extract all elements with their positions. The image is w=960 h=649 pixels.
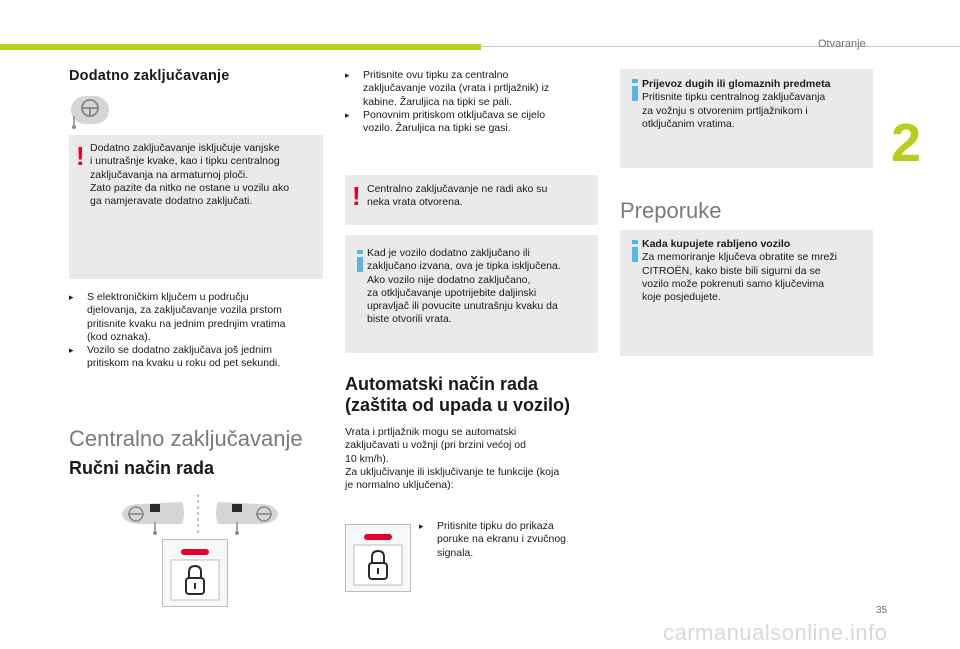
lock-button-icon	[346, 525, 410, 591]
bullet-item: ▸ Pritisnite tipku do prikaza poruke na ekranu i zvučnog signala.	[419, 520, 566, 559]
warning-box-dodatno	[69, 135, 323, 279]
heading-rucni: Ručni način rada	[69, 458, 215, 478]
header-rule	[481, 46, 960, 47]
bullet-mark: ▸	[345, 70, 350, 80]
info-icon	[627, 240, 643, 262]
auto-text: Vrata i prtljažnik mogu se automatski zaključavati u vožnji (pri brzini većoj od 10 km/h). Za uključivanje ili isključivanje te funkcije (koja je normalno uključena):	[345, 426, 560, 492]
bullet-mark: ▸	[69, 345, 74, 356]
info-icon	[627, 79, 643, 101]
central-lock-button-auto	[345, 524, 411, 592]
info-text-central: Kad je vozilo dodatno zaključano ili zaključano izvana, ova je tipka isključena. Ako vozilo nije dodatno zaključano, za otključavanje upotrijebite daljinski upravljač ili povucite unutrašnju kvaku da biste otvorili vrata.	[367, 247, 561, 326]
bullet-mark: ▸	[419, 521, 424, 531]
section-title: Otvaranje	[818, 38, 866, 50]
steering-wheel-icon	[69, 96, 111, 130]
info-box-rabljeno	[620, 230, 873, 356]
chapter-number: 2	[891, 113, 922, 173]
info-box-central	[345, 235, 598, 353]
bullet-list-dodatno	[69, 291, 323, 371]
central-lock-button	[162, 539, 228, 607]
bullet-item: ▸ Pritisnite ovu tipku za centralno zaključavanje vozila (vrata i prtljažnik) iz kabine. Žaruljica na tipki se pali.	[345, 69, 550, 108]
lock-button-icon	[163, 540, 227, 606]
warning-icon: !	[76, 141, 85, 171]
bullet-list-central	[345, 69, 598, 135]
bullet-item: ▸ Ponovnim pritiskom otključava se cijelo vozilo. Žaruljica na tipki se gasi.	[345, 108, 546, 135]
heading-preporuke: Preporuke	[620, 198, 722, 223]
bullet-mark: ▸	[69, 292, 74, 302]
warning-text-dodatno: Dodatno zaključavanje isključuje vanjske i unutrašnje kvake, kao i tipku centralnog zaključavanja na armaturnoj ploči. Zato pazite da nitko ne ostane u vozilu ako ga namjeravate dodatno zaključati.	[90, 142, 290, 208]
info-text-rabljeno: Kada kupujete rabljeno vozilo Za memoriranje ključeva obratite se mreži CITROËN, kako biste bili sigurni da se vozilo može pokrenuti samo ključevima koje posjedujete.	[642, 238, 837, 304]
bullet-item: ▸ Vozilo se dodatno zaključava još jednim pritiskom na kvaku u roku od pet sekundi.	[69, 344, 281, 370]
door-handle-icon	[120, 492, 280, 536]
watermark-text: carmanualsonline.info	[663, 620, 888, 645]
info-text-prijevoz: Prijevoz dugih ili glomaznih predmeta Pritisnite tipku centralnog zaključavanja za vožnju s otvorenim prtljažnikom i otključanim vratima.	[642, 78, 831, 130]
header-accent-bar	[0, 44, 481, 50]
bullet-item: ▸ S elektroničkim ključem u području djelovanja, za zaključavanje vozila prstom pritisnite kvaku na jednim prednjim vratima (kod oznaka).	[69, 291, 286, 343]
info-icon	[352, 250, 368, 272]
heading-automatski: Automatski način rada (zaštita od upada u vozilo)	[345, 374, 571, 415]
bullet-mark: ▸	[345, 109, 350, 120]
heading-dodatno: Dodatno zaključavanje	[69, 68, 230, 84]
warning-text-central: Centralno zaključavanje ne radi ako su neka vrata otvorena.	[367, 183, 548, 209]
page-number: 35	[876, 605, 888, 616]
warning-box-central	[345, 175, 598, 225]
heading-centralno: Centralno zaključavanje	[69, 426, 303, 451]
warning-icon: !	[352, 181, 361, 211]
info-box-prijevoz	[620, 69, 873, 168]
bullet-list-auto	[419, 520, 599, 560]
